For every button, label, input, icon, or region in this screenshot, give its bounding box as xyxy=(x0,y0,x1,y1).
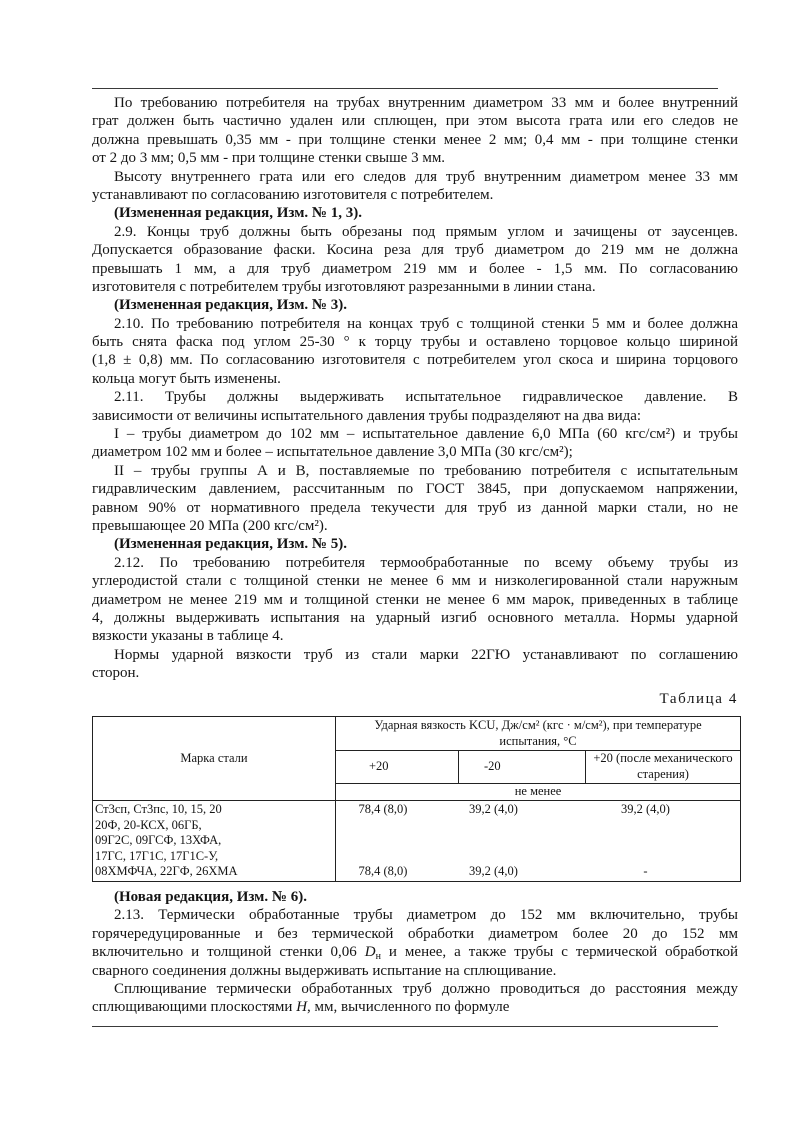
value-stack xyxy=(356,802,459,880)
text-line: Высоту внутреннего грата или его следов для труб внутренним диаметром менее 33 мм xyxy=(114,168,738,185)
header-temp-aged-line: старения) xyxy=(637,767,689,781)
amendment-note: (Измененная редакция, Изм. № 5). xyxy=(114,536,348,553)
amendment-note: (Измененная редакция, Изм. № 3). xyxy=(114,297,348,314)
table-value: 78,4 (8,0) xyxy=(358,802,408,816)
text-fragment: , мм, вычисленного по формуле xyxy=(307,999,510,1016)
text-fragment: включительно и толщиной стенки 0,06 xyxy=(92,944,365,961)
amendment-note: (Новая редакция, Изм. № 6). xyxy=(114,889,307,905)
table-row xyxy=(93,801,741,882)
formula-symbol: D xyxy=(364,944,376,961)
table-value: 39,2 (4,0) xyxy=(621,802,670,816)
steel-grade-line: 08ХМФЧА, 22ГФ, 26ХМА xyxy=(95,864,238,879)
text-line: кольца могут быть изменены. xyxy=(92,370,281,387)
value-cell-plus20-aged xyxy=(586,801,741,882)
steel-grades-cell xyxy=(93,801,336,882)
body-text-lower xyxy=(92,888,738,1017)
text-line: (1,8 ± 0,8) мм. По согласованию изготовителя с потребителем угол скоса и ширина торцового xyxy=(92,352,738,369)
paragraph-clause-2-9 xyxy=(92,223,738,297)
text-line: 4, должны выдерживать испытания на ударный изгиб основного металла. Нормы ударной xyxy=(92,609,738,626)
text-line: зависимости от величины испытательного давления трубы подразделяют на два вида: xyxy=(92,407,642,424)
table-value: 39,2 (4,0) xyxy=(469,864,518,879)
paragraph-type-2 xyxy=(92,462,738,536)
table-caption: Таблица 4 xyxy=(659,691,738,707)
text-line: диаметром не менее 219 мм и толщиной стенки не менее 6 мм марок, приведенных в таблице xyxy=(92,591,738,608)
paragraph-burr-height xyxy=(92,168,738,205)
value-cell-minus20 xyxy=(459,801,586,882)
text-line: сторон. xyxy=(92,665,140,682)
text-fragment: сплющивающими плоскостями xyxy=(92,999,297,1016)
text-line: 2.10. По требованию потребителя на концах труб с толщиной стенки 5 мм и более должна xyxy=(114,315,738,332)
paragraph-impact-22gyu xyxy=(92,646,738,683)
text-line xyxy=(92,998,738,1016)
header-impact-strength xyxy=(336,717,741,751)
formula-subscript: н xyxy=(375,951,381,963)
header-impact-line: Ударная вязкость KCU, Дж/см² (кгс · м/см²), при температуре xyxy=(374,717,702,732)
bottom-rule xyxy=(92,1026,718,1027)
body-text-upper xyxy=(92,94,738,683)
header-temp-minus20: -20 xyxy=(459,751,586,784)
text-line: устанавливают по согласованию изготовителя с потребителем. xyxy=(92,186,494,203)
header-impact-line: испытания, °С xyxy=(499,733,577,748)
value-cell-plus20 xyxy=(336,801,459,882)
impact-strength-table xyxy=(92,716,741,882)
paragraph-inner-burr xyxy=(92,94,738,168)
text-line: 2.12. По требованию потребителя термообработанные по всему объему трубы из xyxy=(114,554,738,571)
text-line: Сплющивание термически обработанных труб должно проводиться до расстояния между xyxy=(114,980,738,997)
paragraph-clause-2-12 xyxy=(92,554,738,646)
amendment-note: (Измененная редакция, Изм. № 1, 3). xyxy=(114,205,363,222)
text-line: 2.11. Трубы должны выдерживать испытательное гидравлическое давление. В xyxy=(114,389,738,406)
paragraph-type-1 xyxy=(92,425,738,462)
text-line: превышать 1 мм, а для труб диаметром 219 мм и более - 1,5 мм. По согласованию xyxy=(92,260,738,277)
text-line: изготовителя с потребителем трубы изготовляют разрезанными в линии стана. xyxy=(92,278,596,295)
header-steel-grade: Марка стали xyxy=(93,717,336,801)
text-line: превышающее 20 МПа (200 кгс/см²). xyxy=(92,517,328,534)
text-line: должна превышать 0,35 мм - при толщине стенки менее 2 мм; 0,4 мм - при толщине стенки xyxy=(92,131,738,148)
text-line: диаметром 102 мм и более – испытательное давление 3,0 МПа (30 кгс/см²); xyxy=(92,444,573,461)
text-line: быть снята фаска под углом 25-30 ° к торцу трубы и оставлено торцовое кольцо шириной xyxy=(92,334,738,351)
paragraph-clause-2-10 xyxy=(92,315,738,389)
value-stack xyxy=(619,802,741,880)
text-line: Допускается образование фаски. Косина реза для труб диаметром до 219 мм не должна xyxy=(92,242,738,259)
text-line: грат должен быть частично удален или сплющен, при этом высота грата или его следов не xyxy=(92,113,738,130)
text-line: 2.9. Концы труб должны быть обрезаны под прямым углом и зачищены от заусенцев. xyxy=(114,223,738,240)
table-header-row xyxy=(93,717,741,751)
text-line: горячередуцированные и без термической обработки диаметром более 20 до 152 мм xyxy=(92,925,738,942)
text-line xyxy=(92,943,738,961)
steel-grade-line: 17ГС, 17Г1С, 17Г1С-У, xyxy=(95,848,219,863)
table-value: 78,4 (8,0) xyxy=(358,864,408,879)
steel-grade-line: 09Г2С, 09ГСФ, 13ХФА, xyxy=(95,833,222,848)
text-line: гидравлическим давлением, рассчитанным по ГОСТ 3845, при допускаемом напряжении, xyxy=(92,481,738,498)
table-value: 39,2 (4,0) xyxy=(469,802,518,816)
text-line: сварного соединения должны выдерживать испытание на сплющивание. xyxy=(92,962,557,979)
text-line: углеродистой стали с толщиной стенки не менее 6 мм и низколегированной стали наружным xyxy=(92,573,738,590)
text-line: Нормы ударной вязкости труб из стали марки 22ГЮ устанавливают по соглашению xyxy=(114,646,738,663)
paragraph-flattening xyxy=(92,980,738,1017)
header-min-note: не менее xyxy=(336,784,741,801)
header-temp-plus20: +20 xyxy=(336,751,459,784)
paragraph-clause-2-13 xyxy=(92,906,738,980)
text-line: По требованию потребителя на трубах внутренним диаметром 33 мм и более внутренний xyxy=(114,95,738,111)
table-value: - xyxy=(643,864,648,879)
text-line: вязкости указаны в таблице 4. xyxy=(92,628,284,645)
value-stack xyxy=(467,802,586,880)
formula-symbol: H xyxy=(296,999,308,1016)
steel-grade-line: 20Ф, 20-КСХ, 06ГБ, xyxy=(95,817,202,832)
text-line: II – трубы группы А и В, поставляемые по требованию потребителя с испытательным xyxy=(114,462,738,479)
steel-grade-line: Ст3сп, Ст3пс, 10, 15, 20 xyxy=(95,802,222,816)
text-line: 2.13. Термически обработанные трубы диаметром до 152 мм включительно, трубы xyxy=(114,907,738,924)
paragraph-clause-2-11 xyxy=(92,388,738,425)
top-rule xyxy=(92,88,718,89)
header-temp-aged-line: +20 (после механического xyxy=(593,751,733,766)
text-line: от 2 до 3 мм; 0,5 мм - при толщине стенки свыше 3 мм. xyxy=(92,150,446,167)
header-temp-plus20-aged xyxy=(586,751,741,784)
text-line: I – трубы диаметром до 102 мм – испытательное давление 6,0 МПа (60 кгс/см²) и трубы xyxy=(114,426,738,443)
text-fragment: и менее, а также трубы с термической обработкой xyxy=(380,944,738,961)
text-line: равном 90% от нормативного предела текучести для труб из данной марки стали, но не xyxy=(92,499,738,516)
